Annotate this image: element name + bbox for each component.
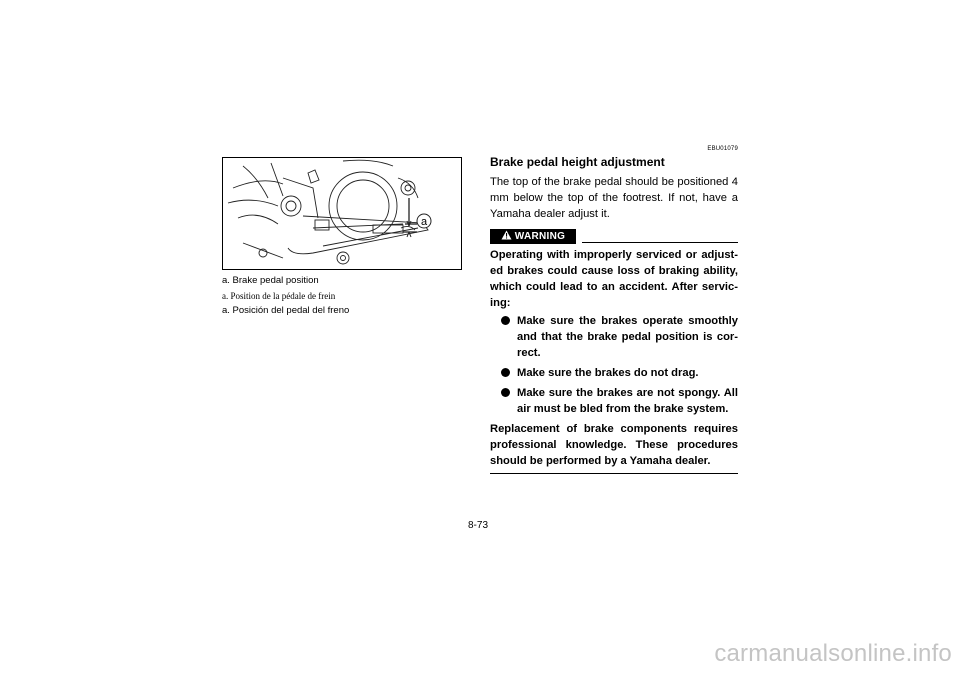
watermark: carmanualsonline.info (714, 640, 952, 667)
bullet-text: Make sure the brakes do not drag. (517, 367, 699, 379)
figure-captions (222, 275, 467, 320)
brake-pedal-illustration (222, 157, 462, 270)
bullet-text: Make sure the brakes operate smoothly and that the brake pedal position is cor-rect. (517, 315, 738, 359)
bullet-icon (501, 316, 510, 325)
warning-end-rule (490, 473, 738, 474)
callout-letter: a (420, 216, 428, 228)
bullet-icon (501, 388, 510, 397)
warning-intro: Operating with improperly serviced or adjust-ed brakes could cause loss of braking ability, which could lead to an accident. After servic-ing: (490, 249, 738, 309)
content-column (490, 146, 738, 474)
warning-closing: Replacement of brake components requires professional knowledge. These procedures should be performed by a Yamaha dealer. (490, 423, 738, 467)
section-heading: Brake pedal height adjustment (490, 155, 665, 169)
warning-bullet-list (490, 313, 738, 417)
section-code: EBU01079 (707, 146, 738, 152)
list-item (490, 365, 738, 381)
bullet-text: Make sure the brakes are not spongy. All air must be bled from the brake system. (517, 387, 738, 415)
list-item (490, 313, 738, 361)
warning-triangle-icon (501, 230, 512, 240)
caption-french: a. Position de la pédale de frein (222, 291, 336, 301)
warning-rule (582, 242, 738, 243)
warning-header (490, 229, 738, 245)
warning-badge (490, 229, 576, 244)
page-number: 8-73 (468, 520, 489, 531)
caption-spanish: a. Posición del pedal del freno (222, 305, 350, 316)
list-item (490, 385, 738, 417)
section-body: The top of the brake pedal should be positioned 4 mm below the top of the footrest. If not, have a Yamaha dealer adjust it. (490, 176, 738, 220)
warning-label: WARNING (514, 231, 566, 242)
caption-english: a. Brake pedal position (222, 275, 319, 286)
bullet-icon (501, 368, 510, 377)
